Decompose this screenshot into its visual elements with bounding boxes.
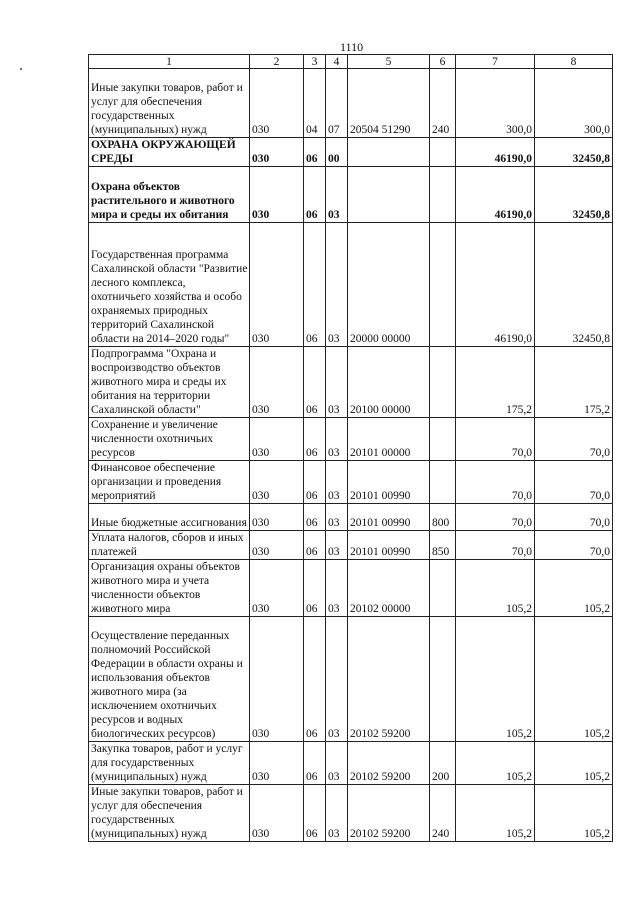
table-row bbox=[89, 742, 613, 785]
row-name-cell: Уплата налогов, сборов и иных платежей bbox=[89, 531, 250, 560]
cell-c5 bbox=[348, 167, 430, 223]
cell-c3: 06 bbox=[304, 785, 326, 842]
cell-c5 bbox=[348, 138, 430, 167]
cell-c2: 030 bbox=[250, 560, 304, 617]
cell-c8: 32450,8 bbox=[535, 167, 613, 223]
cell-c8: 70,0 bbox=[535, 531, 613, 560]
cell-c7: 105,2 bbox=[456, 742, 535, 785]
table-row bbox=[89, 531, 613, 560]
col-header: 4 bbox=[326, 55, 348, 69]
budget-table bbox=[88, 54, 613, 842]
cell-c4: 03 bbox=[326, 504, 348, 531]
cell-c3: 06 bbox=[304, 742, 326, 785]
row-name-cell: Охрана объектов растительного и животного мира и среды их обитания bbox=[89, 167, 250, 223]
cell-c6 bbox=[430, 560, 456, 617]
col-header: 7 bbox=[456, 55, 535, 69]
cell-c2: 030 bbox=[250, 167, 304, 223]
cell-c4: 03 bbox=[326, 418, 348, 461]
scan-mark bbox=[20, 68, 22, 70]
cell-c2: 030 bbox=[250, 785, 304, 842]
cell-c5: 20102 00000 bbox=[348, 560, 430, 617]
row-name-cell: Осуществление переданных полномочий Российской Федерации в области охраны и использования объектов животного мира (за исключением охотничьих ресурсов и водных биологических ресурсов) bbox=[89, 617, 250, 742]
row-name-cell: Организация охраны объектов животного мира и учета численности объектов животного мира bbox=[89, 560, 250, 617]
header-row bbox=[89, 55, 613, 69]
row-name-cell: Государственная программа Сахалинской области "Развитие лесного комплекса, охотничьего хозяйства и особо охраняемых природных территорий Сахалинской области на 2014–2020 годы" bbox=[89, 223, 250, 347]
cell-c6: 200 bbox=[430, 742, 456, 785]
cell-c8: 105,2 bbox=[535, 617, 613, 742]
cell-c2: 030 bbox=[250, 504, 304, 531]
cell-c7: 300,0 bbox=[456, 69, 535, 138]
cell-c7: 70,0 bbox=[456, 504, 535, 531]
cell-c5: 20102 59200 bbox=[348, 617, 430, 742]
cell-c6: 240 bbox=[430, 69, 456, 138]
cell-c8: 175,2 bbox=[535, 347, 613, 418]
cell-c5: 20102 59200 bbox=[348, 742, 430, 785]
table-row bbox=[89, 617, 613, 742]
row-name-cell: ОХРАНА ОКРУЖАЮЩЕЙ СРЕДЫ bbox=[89, 138, 250, 167]
table-row bbox=[89, 347, 613, 418]
row-name-cell: Иные бюджетные ассигнования bbox=[89, 504, 250, 531]
cell-c5: 20504 51290 bbox=[348, 69, 430, 138]
cell-c4: 03 bbox=[326, 531, 348, 560]
row-name-cell: Иные закупки товаров, работ и услуг для обеспечения государственных (муниципальных) нужд bbox=[89, 785, 250, 842]
cell-c4: 03 bbox=[326, 167, 348, 223]
cell-c7: 70,0 bbox=[456, 531, 535, 560]
table-row bbox=[89, 418, 613, 461]
cell-c2: 030 bbox=[250, 223, 304, 347]
cell-c8: 32450,8 bbox=[535, 223, 613, 347]
cell-c7: 70,0 bbox=[456, 418, 535, 461]
cell-c7: 46190,0 bbox=[456, 138, 535, 167]
cell-c5: 20101 00990 bbox=[348, 531, 430, 560]
col-header: 3 bbox=[304, 55, 326, 69]
cell-c4: 03 bbox=[326, 223, 348, 347]
cell-c3: 06 bbox=[304, 560, 326, 617]
table-row bbox=[89, 138, 613, 167]
cell-c4: 03 bbox=[326, 785, 348, 842]
cell-c6 bbox=[430, 223, 456, 347]
cell-c3: 06 bbox=[304, 347, 326, 418]
col-header: 6 bbox=[430, 55, 456, 69]
cell-c3: 06 bbox=[304, 138, 326, 167]
cell-c5: 20101 00990 bbox=[348, 504, 430, 531]
cell-c6 bbox=[430, 138, 456, 167]
cell-c3: 06 bbox=[304, 223, 326, 347]
cell-c8: 70,0 bbox=[535, 461, 613, 504]
cell-c2: 030 bbox=[250, 69, 304, 138]
cell-c3: 06 bbox=[304, 617, 326, 742]
cell-c8: 105,2 bbox=[535, 560, 613, 617]
cell-c5: 20100 00000 bbox=[348, 347, 430, 418]
cell-c7: 46190,0 bbox=[456, 223, 535, 347]
table-row bbox=[89, 167, 613, 223]
cell-c8: 105,2 bbox=[535, 785, 613, 842]
cell-c5: 20102 59200 bbox=[348, 785, 430, 842]
cell-c3: 06 bbox=[304, 531, 326, 560]
cell-c2: 030 bbox=[250, 531, 304, 560]
cell-c4: 03 bbox=[326, 742, 348, 785]
cell-c8: 300,0 bbox=[535, 69, 613, 138]
cell-c4: 03 bbox=[326, 347, 348, 418]
col-header: 5 bbox=[348, 55, 430, 69]
cell-c8: 70,0 bbox=[535, 504, 613, 531]
row-name-cell: Сохранение и увеличение численности охотничьих ресурсов bbox=[89, 418, 250, 461]
cell-c4: 03 bbox=[326, 560, 348, 617]
cell-c3: 06 bbox=[304, 418, 326, 461]
cell-c2: 030 bbox=[250, 461, 304, 504]
cell-c4: 00 bbox=[326, 138, 348, 167]
cell-c8: 105,2 bbox=[535, 742, 613, 785]
cell-c7: 105,2 bbox=[456, 560, 535, 617]
cell-c6: 800 bbox=[430, 504, 456, 531]
col-header: 8 bbox=[535, 55, 613, 69]
col-header: 1 bbox=[89, 55, 250, 69]
table-row bbox=[89, 461, 613, 504]
cell-c5: 20101 00000 bbox=[348, 418, 430, 461]
col-header: 2 bbox=[250, 55, 304, 69]
table-row bbox=[89, 785, 613, 842]
cell-c3: 06 bbox=[304, 504, 326, 531]
table-row bbox=[89, 560, 613, 617]
cell-c8: 32450,8 bbox=[535, 138, 613, 167]
cell-c6 bbox=[430, 347, 456, 418]
cell-c7: 46190,0 bbox=[456, 167, 535, 223]
cell-c2: 030 bbox=[250, 418, 304, 461]
cell-c6 bbox=[430, 461, 456, 504]
cell-c2: 030 bbox=[250, 138, 304, 167]
table-row bbox=[89, 69, 613, 138]
cell-c7: 175,2 bbox=[456, 347, 535, 418]
cell-c4: 03 bbox=[326, 617, 348, 742]
row-name-cell: Подпрограмма "Охрана и воспроизводство объектов животного мира и среды их обитания на территории Сахалинской области" bbox=[89, 347, 250, 418]
cell-c3: 06 bbox=[304, 461, 326, 504]
cell-c6 bbox=[430, 167, 456, 223]
cell-c6: 850 bbox=[430, 531, 456, 560]
cell-c4: 03 bbox=[326, 461, 348, 504]
cell-c6 bbox=[430, 418, 456, 461]
cell-c2: 030 bbox=[250, 347, 304, 418]
cell-c6: 240 bbox=[430, 785, 456, 842]
cell-c7: 105,2 bbox=[456, 785, 535, 842]
cell-c5: 20101 00990 bbox=[348, 461, 430, 504]
cell-c6 bbox=[430, 617, 456, 742]
cell-c7: 105,2 bbox=[456, 617, 535, 742]
table-row bbox=[89, 223, 613, 347]
cell-c2: 030 bbox=[250, 617, 304, 742]
cell-c8: 70,0 bbox=[535, 418, 613, 461]
cell-c7: 70,0 bbox=[456, 461, 535, 504]
cell-c5: 20000 00000 bbox=[348, 223, 430, 347]
cell-c3: 04 bbox=[304, 69, 326, 138]
page-number: 1110 bbox=[340, 40, 364, 54]
table-row bbox=[89, 504, 613, 531]
row-name-cell: Закупка товаров, работ и услуг для государственных (муниципальных) нужд bbox=[89, 742, 250, 785]
cell-c3: 06 bbox=[304, 167, 326, 223]
cell-c2: 030 bbox=[250, 742, 304, 785]
cell-c4: 07 bbox=[326, 69, 348, 138]
row-name-cell: Иные закупки товаров, работ и услуг для обеспечения государственных (муниципальных) нужд bbox=[89, 69, 250, 138]
row-name-cell: Финансовое обеспечение организации и проведения мероприятий bbox=[89, 461, 250, 504]
